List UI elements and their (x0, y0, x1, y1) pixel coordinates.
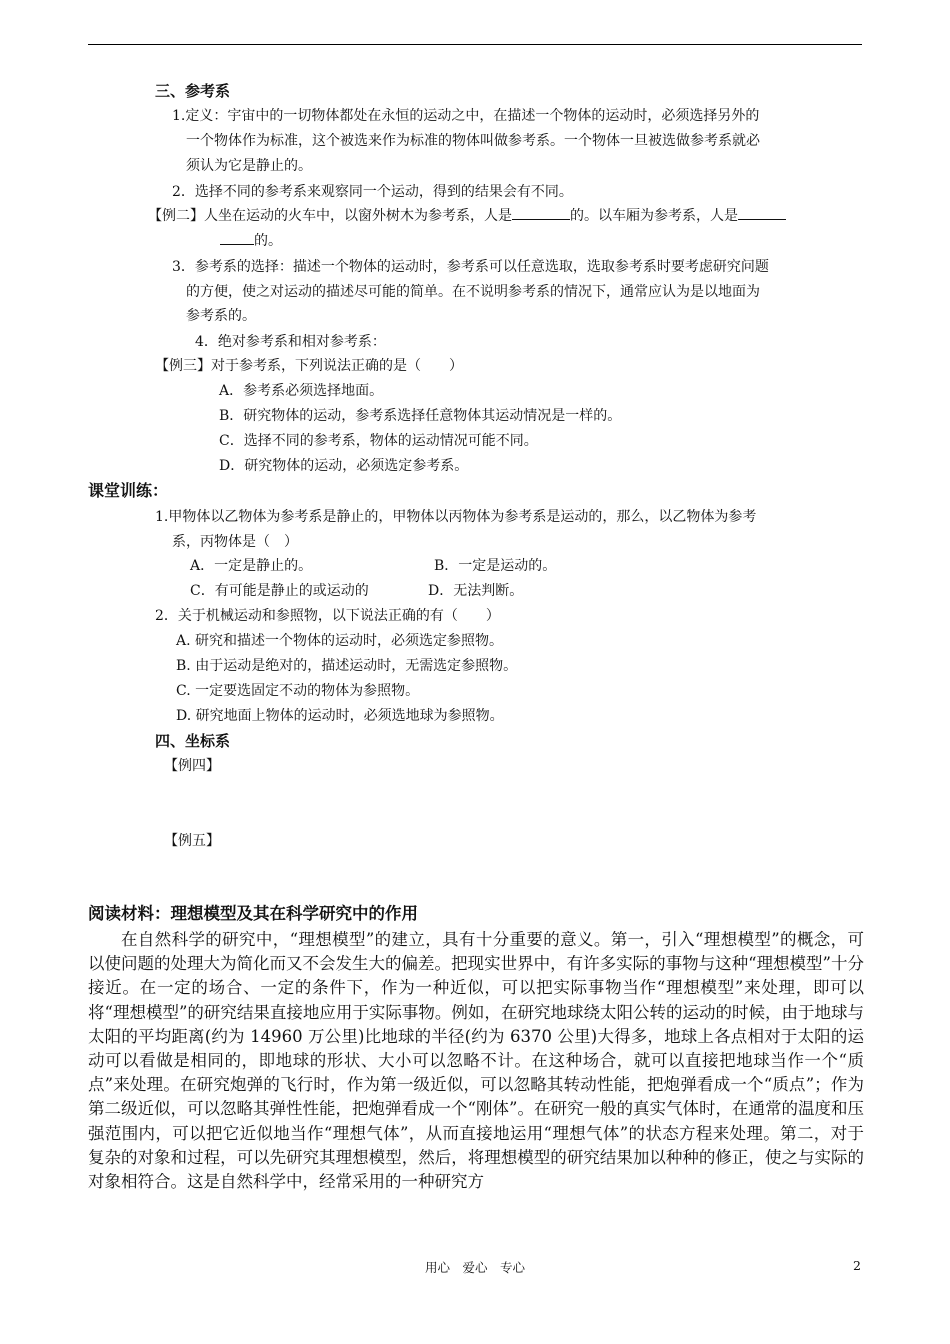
training-q2-question: 2．关于机械运动和参照物，以下说法正确的有（ ） (155, 608, 500, 624)
reading-paragraph: 在自然科学的研究中，“理想模型”的建立，具有十分重要的意义。第一，引入“理想模型”的概念，可以使问题的处理大为简化而又不会发生大的偏差。把现实世界中，有许多实际的事物与这种“理想模型”十分接近。在一定的场合、一定的条件下，作为一种近似，可以把实际事物当作“理想模型”来处理，即可以将“理想模型”的研究结果直接地应用于实际事物。例如，在研究地球绕太阳公转的运动的时候，由于地球与太阳的平均距离(约为 14960 万公里)比地球的半径(约为 6370 公里)大得多，地球上各点相对于太阳的运动可以看做是相同的，即地球的形状、大小可以忽略不计。在这种场合，就可以直接把地球当作一个“质点”来处理。在研究炮弹的飞行时，作为第一级近似，可以忽略其转动性能，把炮弹看成一个“质点”；作为第二级近似，可以忽略其弹性性能，把炮弹看成一个“刚体”。在研究一般的真实气体时，在通常的温度和压强范围内，可以把它近似地当作“理想气体”，从而直接地运用“理想气体”的状态方程来处理。第二，对于复杂的对象和过程，可以先研究其理想模型，然后，将理想模型的研究结果加以种种的修正，使之与实际的对象相符合。这是自然科学中，经常采用的一种研究方 (88, 930, 864, 1192)
answer-blank-2-cont[interactable] (220, 232, 254, 245)
example-2-text-a: 【例二】人坐在运动的火车中，以窗外树木为参考系，人是 (148, 208, 512, 224)
training-q2-option-d: D. 研究地面上物体的运动时，必须选地球为参照物。 (176, 708, 504, 724)
answer-blank-2[interactable] (738, 207, 786, 220)
training-q1-line-2: 系，丙物体是（ ） (172, 534, 298, 550)
example-3-option-b: B．研究物体的运动，参考系选择任意物体其运动情况是一样的。 (219, 408, 622, 424)
page-number: 2 (853, 1258, 861, 1273)
example-3-option-d: D．研究物体的运动，必须选定参考系。 (219, 458, 469, 474)
item-3-line-1: 3．参考系的选择：描述一个物体的运动时，参考系可以任意选取，选取参考系时要考虑研究问题 (172, 259, 769, 275)
training-heading: 课堂训练： (88, 481, 169, 500)
reading-body (88, 928, 864, 1194)
answer-blank-1[interactable] (512, 207, 570, 220)
example-2-line-1 (148, 207, 786, 225)
section-4-heading: 四、坐标系 (155, 732, 231, 750)
header-rule (88, 44, 862, 45)
example-2-text-b: 的。以车厢为参考系，人是 (570, 208, 738, 224)
training-q2-option-a: A. 研究和描述一个物体的运动时，必须选定参照物。 (176, 633, 504, 649)
example-5-label: 【例五】 (164, 833, 220, 849)
training-q1-option-c: C．有可能是静止的或运动的 (190, 583, 369, 599)
reading-title: 阅读材料：理想模型及其在科学研究中的作用 (88, 904, 418, 923)
example-2-text-c: 的。 (254, 233, 282, 249)
section-3-heading: 三、参考系 (155, 82, 231, 100)
training-q2-option-b: B. 由于运动是绝对的，描述运动时，无需选定参照物。 (176, 658, 518, 674)
example-3-option-a: A．参考系必须选择地面。 (219, 383, 384, 399)
item-1-line-2: 一个物体作为标准，这个被选来作为标准的物体叫做参考系。一个物体一旦被选做参考系就必 (186, 133, 760, 149)
training-q1-option-d: D．无法判断。 (428, 583, 524, 599)
item-3-line-2: 的方便，使之对运动的描述尽可能的简单。在不说明参考系的情况下，通常应认为是以地面为 (186, 284, 760, 300)
item-1-line-1: 1.定义：宇宙中的一切物体都处在永恒的运动之中，在描述一个物体的运动时，必须选择另外的 (172, 108, 760, 124)
example-3-option-c: C．选择不同的参考系，物体的运动情况可能不同。 (219, 433, 538, 449)
training-q1-option-a: A．一定是静止的。 (190, 558, 313, 574)
example-4-label: 【例四】 (164, 758, 220, 774)
footer-text: 用心 爱心 专心 (424, 1260, 525, 1275)
item-2: 2．选择不同的参考系来观察同一个运动，得到的结果会有不同。 (172, 184, 573, 200)
item-1-line-3: 须认为它是静止的。 (186, 158, 312, 174)
item-3-line-3: 参考系的。 (186, 308, 256, 324)
training-q2-option-c: C. 一定要选固定不动的物体为参照物。 (176, 683, 420, 699)
example-3-question: 【例三】对于参考系，下列说法正确的是（ ） (155, 358, 463, 374)
training-q1-line-1: 1.甲物体以乙物体为参考系是静止的，甲物体以丙物体为参考系是运动的，那么，以乙物体为参考 (155, 509, 757, 525)
item-4: 4．绝对参考系和相对参考系： (195, 334, 386, 350)
example-2-line-2 (220, 232, 282, 250)
training-q1-option-b: B．一定是运动的。 (434, 558, 557, 574)
